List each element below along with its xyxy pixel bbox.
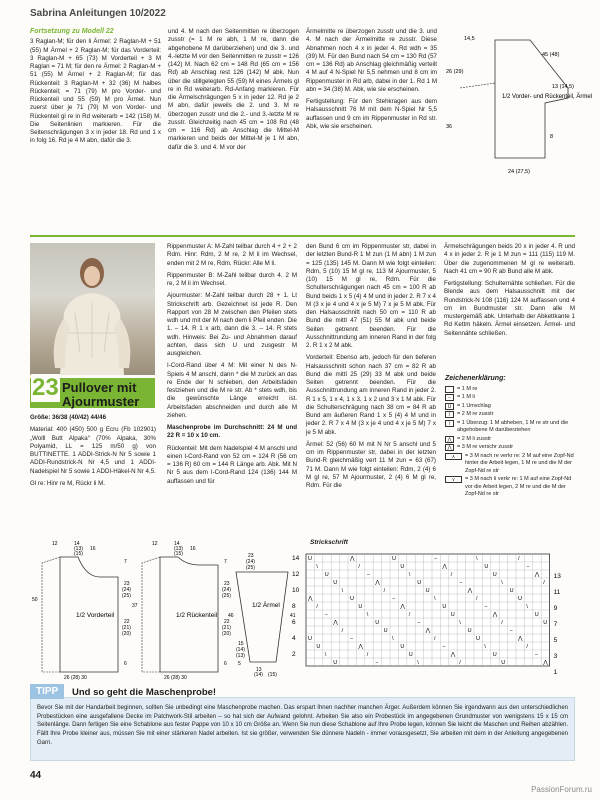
top-text-1: 3 Raglan-M; für den li Ärmel: 2 Raglan-M + 51 (55) M Ärmel + 2 Raglan-M; für das Vorderteil: 3 Raglan-M + 65 (73) M Vorderteil + 3 M Raglan = 71 M; für den re Ärmel: 2 Raglan-M + 51 (55) M Ärmel + 2 Raglan-M; für das Rückenteil: 3 Raglan-M + 32 (36) M halbes Rückenteil; = 71 (79) M pro Vorder- und Rückenteil und 55 (59) M pro Ärmel. Nun zuerst über je 71 (79) M von Vorder- und Rückenteil gl re in Rd weiterarb = 142 (158) M. Die Seitenlinien markieren. Für die Seitenschrägungen 3 x in jeder 18. Rd und 1 x in folg 16. Rd je 4 M abn, dafür die 3. bbox=[30, 38, 161, 145]
front-d2: 14 bbox=[74, 541, 80, 547]
sleeve-d5: 41 bbox=[290, 613, 296, 619]
row-number-left: 12 bbox=[292, 571, 300, 578]
stitch-symbol: U bbox=[450, 612, 455, 618]
legend-text: = 3 M nach re verkr re: 2 M auf eine Zopf-Nd hinter die Arbeit legen, 1 M re und die M der Zopf-Nd re str bbox=[465, 452, 574, 474]
stitch-symbol: / bbox=[459, 660, 461, 666]
stitch-symbol: / bbox=[526, 644, 528, 650]
back-d6: 7 bbox=[224, 559, 227, 565]
schemas bbox=[30, 537, 300, 679]
knitting-chart bbox=[290, 546, 580, 676]
mid-column-3 bbox=[306, 243, 436, 494]
legend-symbol: \ bbox=[445, 420, 454, 427]
front-d5: 16 bbox=[90, 546, 96, 552]
sleeve-d9: 5 bbox=[238, 661, 241, 667]
stitch-symbol: / bbox=[358, 564, 360, 570]
stitch-symbol: ⋀ bbox=[358, 644, 363, 650]
mid-col2-p2: Rippenmuster B: M-Zahl teilbar durch 4. 2 M re, 2 M li im Wechsel. bbox=[167, 271, 297, 287]
stitch-symbol: / bbox=[450, 572, 453, 578]
stitch-symbol: / bbox=[316, 604, 318, 610]
sleeve-label: 1/2 Ärmel bbox=[252, 602, 280, 609]
front-d11: 22 bbox=[124, 619, 130, 625]
sleeve-d8: (13) bbox=[236, 653, 245, 659]
row-number-left: 8 bbox=[292, 603, 296, 610]
top-schema bbox=[440, 28, 593, 178]
row-number-right: 1 bbox=[553, 669, 558, 676]
sleeve-d3: (25) bbox=[246, 565, 255, 571]
top-text-3: Ärmelmitte re überzogen zusstr und die 3. und 4. M nach der Ärmelmitte re zusstr. Diese Abnahmen noch 4 x in jeder 4. Rd wdh = 35 (39) M. Für den Bund nach 54 cm = 130 Rd (57 cm = 136 Rd) ab Anschlag gleichmäßig verteilt 4 M auf 4 N-Spiel Nr 5,5 nehmen und 8 cm im Rippenmuster in Rd arb, dabei in der 1. Rd 1 M abn = 34 (38) M. Abk, wie sie erscheinen. bbox=[306, 28, 437, 93]
stitch-symbol: U bbox=[425, 588, 430, 594]
front-d3: (13) bbox=[74, 546, 83, 552]
stitch-symbol: U bbox=[442, 604, 447, 610]
stitch-symbol: U bbox=[509, 588, 514, 594]
sleeve-d12: (15) bbox=[268, 672, 277, 678]
front-d6: 50 bbox=[32, 597, 38, 603]
stitch-symbol: \ bbox=[316, 564, 318, 570]
back-d3: (13) bbox=[174, 546, 183, 552]
mid-col3-p1: den Bund 6 cm im Rippenmuster str, dabei in der letzten Bund-R 1 M zun (1 M abn) 1 M zun = 125 (135) 145 M. Dann M wie folgt einteilen: Rdm, 5 (10) 15 M gl re, 113 M Ajourmuster, 5 (10) 15 M gl re, Rdm. Für die Schulterschrägungen nach 45 cm = 100 R ab Bund beids 1 x 5 (4) 4 M und in jeder 2. R 7 x 4 M (3 x je 4 und 4 x je 5 M) 7 x je 5 M abk. Für den Halsausschnitt nach 50 cm = 110 R ab Bund die mittl 47 (51) 55 M abk und beide Seiten getrennt beenden. Für die Ausschnittrundung am inneren Rand in der folg 2. R 1 x 2 M abk. bbox=[306, 243, 436, 349]
stitch-symbol: − bbox=[324, 612, 329, 618]
section-divider bbox=[30, 235, 575, 237]
schema-back bbox=[132, 541, 231, 681]
tipp-heading: Und so geht die Maschenprobe! bbox=[72, 687, 217, 698]
stitch-symbol: − bbox=[375, 660, 379, 666]
row-number-right: 9 bbox=[553, 605, 558, 612]
legend-symbol bbox=[445, 386, 454, 393]
front-d1: 12 bbox=[52, 541, 58, 547]
stitch-symbol: ⋀ bbox=[492, 612, 498, 618]
stitch-symbol: U bbox=[316, 644, 321, 650]
stitch-symbol: ⋀ bbox=[467, 588, 473, 594]
stitch-symbol: \ bbox=[501, 580, 503, 586]
stitch-symbol: ⋀ bbox=[518, 636, 523, 642]
row-number-left: 10 bbox=[292, 587, 300, 594]
stitch-symbol: U bbox=[333, 660, 338, 666]
dim-e: 13 (14,5) bbox=[552, 84, 575, 90]
sleeve-d11: (14) bbox=[254, 672, 263, 678]
back-d7: 37 bbox=[132, 603, 138, 609]
stitch-symbol: U bbox=[492, 572, 497, 578]
stitch-symbol: \ bbox=[341, 588, 344, 594]
mid-col2-p1: Rippenmuster A: M-Zahl teilbar durch 4 + 2 + 2 Rdm. Hinr: Rdm, 2 M re, 2 M li im Wechsel, enden mit 2 M re, Rdm. Rückr: Alle M li. bbox=[167, 243, 297, 267]
stitch-symbol: U bbox=[350, 596, 354, 602]
front-d8: 23 bbox=[124, 581, 130, 587]
stitch-symbol: \ bbox=[459, 620, 461, 626]
back-d5: 16 bbox=[190, 546, 196, 552]
mid-col2-p5: Maschenprobe im Durchschnitt: 24 M und 22 R = 10 x 10 cm. bbox=[167, 424, 297, 440]
stitch-symbol: ⋀ bbox=[375, 580, 380, 586]
stitch-symbol: − bbox=[526, 564, 530, 570]
stitch-symbol: \ bbox=[392, 636, 394, 642]
stitch-symbol: / bbox=[383, 588, 386, 594]
row-number-right: 3 bbox=[553, 653, 558, 660]
stitch-symbol: U bbox=[534, 612, 539, 618]
top-column-1 bbox=[30, 28, 161, 150]
stitch-symbol: / bbox=[408, 612, 411, 618]
model-photo bbox=[30, 243, 155, 375]
stitch-symbol: U bbox=[392, 556, 396, 562]
stitch-symbol: ⋀ bbox=[450, 652, 456, 658]
back-d10: (25) bbox=[222, 593, 231, 599]
back-d14: 6 bbox=[224, 661, 227, 667]
stitch-symbol: / bbox=[366, 652, 369, 658]
watermark: PassionForum.ru bbox=[531, 785, 592, 794]
stitch-symbol: U bbox=[492, 652, 497, 658]
model-number: 23 bbox=[32, 374, 59, 401]
stitch-symbol: − bbox=[459, 580, 463, 586]
legend-symbol: / bbox=[445, 411, 454, 418]
back-label: 1/2 Rückenteil bbox=[176, 612, 218, 619]
legend-symbol: ⋏ bbox=[445, 453, 462, 460]
top-text-3b: Fertigstellung: Für den Stehkragen aus dem Halsausschnitt 76 M mit dem N-Spiel Nr 5,5 auffassen und 9 cm im Rippenmuster in Rd str. Abk, wie sie erscheinen. bbox=[306, 98, 437, 130]
legend bbox=[445, 375, 575, 500]
stitch-symbol: − bbox=[442, 644, 446, 650]
stitch-symbol: / bbox=[501, 620, 503, 626]
stitch-symbol: U bbox=[476, 636, 480, 642]
row-number-right: 13 bbox=[553, 573, 561, 580]
stitch-symbol: / bbox=[518, 556, 520, 562]
top-column-2 bbox=[168, 28, 299, 156]
stitch-symbol: / bbox=[543, 580, 545, 586]
mid-col3-p3: Ärmel: 52 (56) 60 M mit N Nr 5 anschl und 5 cm im Rippenmuster str, dabei in der letzten Bund-R gleichmäßig vert 11 M zun = 63 (67) 71 M. Dann M wie folgt einteilen: Rdm, 2 (4) 6 M gl re, 57 M Ajourmuster, 2 (4) 6 M gl re, Rdm. Für die bbox=[306, 440, 436, 489]
row-number-left: 4 bbox=[292, 635, 296, 642]
model-title bbox=[62, 381, 139, 409]
stitch-symbol: \ bbox=[366, 612, 369, 618]
stitch-symbol: \ bbox=[476, 556, 478, 562]
dim-c: 26 (29) bbox=[446, 69, 464, 75]
stitch-symbol: − bbox=[484, 604, 488, 610]
mid-col3-p2: Vorderteil: Ebenso arb, jedoch für den tieferen Halsausschnitt schon nach 37 cm = 82 R ab Bund die mittl 25 (29) 33 M abk und beide Seiten getrennt beenden. Für die Ausschnittrundung am inneren Rand in jeder 2. R 1 x 5, 1 x 4, 1 x 3, 1 x 2 und 3 x 1 M abk. Für die Schulterschrägung nach 38 cm = 84 R ab Bund am äußeren Rand 1 x 5 (4) 4 M und in jeder 2. R 7 x 4 M (3 x je 4 und 4 x je 5 M) 7 x je 5 M abk. bbox=[306, 354, 436, 436]
stitch-symbol: U bbox=[358, 604, 363, 610]
legend-text: = 2 M li zusstr bbox=[457, 435, 492, 442]
dim-g: 8 bbox=[550, 134, 554, 140]
front-d4: (15) bbox=[74, 551, 83, 557]
top-column-3 bbox=[306, 28, 437, 135]
back-d4: (15) bbox=[174, 551, 183, 557]
stitch-symbol: ⋀ bbox=[534, 572, 540, 578]
front-d10: (25) bbox=[122, 593, 131, 599]
legend-symbol: ⋀ bbox=[445, 444, 454, 451]
stitch-symbol: U bbox=[375, 620, 380, 626]
legend-row bbox=[445, 394, 575, 402]
legend-text: = 1 Umschlag bbox=[457, 402, 491, 409]
dim-d: 36 bbox=[446, 124, 453, 130]
front-d14: 6 bbox=[124, 661, 127, 667]
back-d12: (21) bbox=[222, 625, 231, 631]
mid-col2-p6: Rückenteil: Mit dem Nadelspiel 4 M anschl und einen I-Cord-Rand von 52 cm = 124 R (56 cm = 136 R) 60 cm = 144 R Länge arb. Abk. Mit N Nr 5 aus dem I-Cord-Rand 124 (136) 144 M auffassen und für bbox=[167, 444, 297, 485]
stitch-symbol: ⋀ bbox=[308, 596, 313, 602]
legend-text: = 1 M li bbox=[457, 394, 475, 400]
back-d13: (20) bbox=[222, 631, 231, 637]
front-d15: 26 (28) 30 bbox=[64, 675, 87, 681]
front-label: 1/2 Vorderteil bbox=[76, 612, 115, 619]
stitch-symbol: ⋀ bbox=[425, 628, 431, 634]
stitch-symbol: − bbox=[434, 556, 438, 562]
model-specs bbox=[30, 414, 156, 492]
mid-col2-p3: Ajourmuster: M-Zahl teilbar durch 28 + 1. Lt Strickschrift arb. Gezeichnet ist jede R. Den Rapport von 28 M zwischen den Pfeilen stets wdh und mit der M nach dem li Pfeil enden. Die 1. – 14. R 1 x arb, dann die 3. – 14. R stets wdh. Hinweis: Bei Zu- und Abnahmen darauf achten, dass sich U und zusgestr M ausgleichen. bbox=[167, 292, 297, 357]
legend-row bbox=[445, 403, 575, 411]
stitch-symbol: − bbox=[509, 628, 513, 634]
dim-f: 24 (27,5) bbox=[508, 169, 531, 175]
row-number-left: 14 bbox=[292, 555, 300, 562]
legend-text: = 2 M re zusstr bbox=[457, 411, 494, 417]
stitch-symbol: U bbox=[408, 652, 413, 658]
stitch-symbol: U bbox=[333, 580, 338, 586]
top-schema-label: 1/2 Vorder- und Rückenteil, Ärmel bbox=[502, 94, 593, 100]
stitch-symbol: ⋀ bbox=[333, 620, 338, 626]
schema-front bbox=[32, 541, 131, 681]
stitch-symbol: \ bbox=[417, 660, 419, 666]
stitch-symbol: \ bbox=[434, 596, 436, 602]
back-d2: 14 bbox=[174, 541, 180, 547]
legend-symbol: U bbox=[445, 403, 454, 410]
continuation-label: Fortsetzung zu Modell 22 bbox=[30, 28, 114, 35]
sleeve-d6: 15 bbox=[238, 641, 244, 647]
legend-row bbox=[445, 476, 575, 499]
legend-text: = 1 M re bbox=[457, 385, 478, 392]
stitch-symbol: U bbox=[324, 572, 329, 578]
front-d13: (20) bbox=[122, 631, 131, 637]
legend-text: = 3 M nach li verkr re: 1 M auf eine Zopf-Nd vor die Arbeit legen, 2 M re und die M der Zopf-Nd re str bbox=[465, 476, 572, 497]
back-d11: 22 bbox=[224, 619, 230, 625]
stitch-symbol: − bbox=[392, 596, 396, 602]
back-d15: 26 (28) 30 bbox=[164, 675, 187, 681]
stitch-symbol: U bbox=[518, 596, 522, 602]
magazine-header: Sabrina Anleitungen 10/2022 bbox=[30, 8, 166, 19]
page-number: 44 bbox=[30, 770, 42, 781]
legend-row bbox=[445, 444, 575, 452]
legend-symbol: ⋀ bbox=[445, 436, 454, 443]
back-d1: 12 bbox=[152, 541, 158, 547]
model-title-line1: Pullover mit bbox=[62, 380, 137, 395]
stitch-symbol: − bbox=[534, 652, 539, 658]
front-d9: (24) bbox=[122, 587, 131, 593]
stitch-symbol: U bbox=[417, 580, 422, 586]
back-d8: 23 bbox=[224, 581, 230, 587]
legend-row bbox=[445, 411, 575, 419]
row-number-left: 6 bbox=[292, 619, 296, 626]
stitch-symbol: − bbox=[366, 572, 371, 578]
stitch-symbol: ⋀ bbox=[442, 564, 447, 570]
tipp-text: Bevor Sie mit der Handarbeit beginnen, sollten Sie unbedingt eine Maschenprobe machen. Das erspart Ihnen nachher manchen Ärger. Außerdem können Sie irgendwann aus den unterschiedlichen Probestücken eine ausgefallene Decke im Patchwork-Stil arbeiten – so hat sich der Aufwand gelohnt. Arbeiten Sie also ein Probestück im angegebenen Grundmuster von wenigstens 15 x 15 cm Seitenlänge. Dann fertigen Sie eine Schablone aus fester Pappe von 10 x 10 cm Größe an. Wenn Sie nun diese Schablone auf Ihre Probe legen, können Sie leicht die Maschen und Reihen abzählen. Fällt Ihre Probe kleiner aus, müssen Sie mit einer stärkeren Nadel arbeiten. Ist sie größer, verwenden Sie dünnere Nadeln - immer vorausgesetzt, Sie arbeiten mit dem in der Anleitung angegebenen Garn. bbox=[37, 705, 568, 746]
material: Material: 400 (450) 500 g Ecru (Fb 102901) „Wolll Butt Alpaka“ (70% Alpaka, 30% Polyamid, LL = 125 m/50 g) von BUTTINETTE. 1 ADDI-Strick-N Nr 5 sowie 1 ADDI-Rundstrick-N Nr 4,5 und 1 ADDI-Nadelspiel Nr 5 sowie 1 ADDI-Häkel-N Nr 4,5. bbox=[30, 426, 156, 475]
stitch-symbol: / bbox=[341, 628, 344, 634]
stitch-symbol: U bbox=[543, 620, 548, 626]
mid-col4-p1: Ärmelschrägungen beids 20 x in jeder 4. R und 4 x in jeder 2. R je 1 M zun = 111 (115) 119 M. Über die zugenommenen M gl re weiterarb. Nach 41 cm = 90 R ab Bund alle M abk. bbox=[444, 243, 575, 275]
legend-text: = 1 Überzug: 1 M abheben, 1 M re str und die abgehobene M darüberziehen bbox=[457, 419, 569, 433]
legend-row bbox=[445, 453, 575, 476]
legend-row bbox=[445, 436, 575, 444]
stitch-symbol: \ bbox=[526, 604, 528, 610]
legend-title: Zeichenerklärung: bbox=[445, 375, 506, 382]
row-number-right: 5 bbox=[553, 637, 558, 644]
stitch-symbol: \ bbox=[324, 652, 327, 658]
stitch-symbol: U bbox=[484, 564, 489, 570]
stitch-symbol: / bbox=[476, 596, 478, 602]
legend-row bbox=[445, 386, 575, 394]
sleeve-d4: 46 bbox=[228, 613, 234, 619]
legend-symbol: − bbox=[445, 394, 454, 401]
back-d9: (24) bbox=[222, 587, 231, 593]
sleeve-d1: 23 bbox=[248, 553, 254, 559]
stitch-symbol: ⋀ bbox=[543, 660, 548, 666]
legend-text: = 3 M re verschr zusstr bbox=[457, 444, 514, 450]
front-d12: (21) bbox=[122, 625, 131, 631]
stitch-symbol: U bbox=[400, 644, 405, 650]
dim-a: 14,5 bbox=[464, 36, 475, 42]
sleeve-d2: (24) bbox=[246, 559, 255, 565]
legend-symbol: ⋎ bbox=[445, 476, 462, 483]
mid-col4-p2: Fertigstellung: Schulternähte schließen. Für die Blende aus dem Halsausschnitt mit der Rundstrick-N 108 (116) 124 M auffassen und 4 cm im Bundmuster str. Dann alle M mustergemäß abk. Unterhalb der Abkettkante 1 Rd Kettm häkeln. Ärmel einsetzen. Ärmel- und Seitennähte schließen. bbox=[444, 280, 575, 337]
chart-label: Strickschrift bbox=[310, 539, 348, 546]
sizes: Größe: 36/38 (40/42) 44/46 bbox=[30, 414, 107, 421]
legend-row bbox=[445, 420, 575, 435]
mid-column-4 bbox=[444, 243, 575, 342]
tipp-badge: TIPP bbox=[30, 684, 64, 699]
mid-col2-p4: I-Cord-Rand über 4 M: Mit einer N des N-Spiels 4 M anschl, dann * die M zurück an das re Ende der N schieben, den Arbeitsfaden festziehen und die M re str. Ab * stets wdh, bis die gewünschte Länge erreicht ist. Arbeitsfaden abschneiden und durch alle M ziehen. bbox=[167, 362, 297, 419]
stitch-symbol: − bbox=[350, 636, 354, 642]
schema-sleeve bbox=[228, 553, 296, 678]
stitch-symbol: \ bbox=[408, 572, 411, 578]
model-title-line2: Ajourmuster bbox=[62, 394, 140, 409]
stitch-symbol: U bbox=[383, 628, 388, 634]
stitch-symbol: \ bbox=[484, 644, 486, 650]
stitch-symbol: / bbox=[434, 636, 436, 642]
stitch-symbol: − bbox=[417, 620, 421, 626]
row-number-right: 7 bbox=[553, 621, 558, 628]
front-d7: 7 bbox=[124, 559, 127, 565]
sleeve-d7: (14) bbox=[236, 647, 245, 653]
stitch-symbol: U bbox=[467, 628, 472, 634]
row-number-left: 2 bbox=[292, 651, 296, 658]
stitch-symbol: U bbox=[308, 556, 312, 562]
dim-b: 45 (48) bbox=[542, 52, 560, 58]
stitch-symbol: U bbox=[308, 636, 312, 642]
stitch-symbol: U bbox=[501, 660, 506, 666]
row-number-right: 11 bbox=[553, 589, 561, 596]
top-text-2: und 4. M nach den Seitenmitten re überzogen zusstr (= 1 M re abh, 1 M re, dann die abgehobene M darüberziehen) und die 3. und 4.-letzte M vor den Seitenmitten re zusstr = 126 (142) M. Nach 62 cm = 148 Rd (65 cm = 156 Rd) ab Anschlag rest 126 (142) M abk. Nun über die stillgelegten 55 (59) M eines Ärmels gl re in Rd weiterarb. Rd-Anfang markieren. Für die Ärmelschrägungen 5 x in jeder 12. Rd je 2 M abn, dafür jeweils die 2. und 3. M re überzogen zusstr und die 2.- und 3.-letzte M re zusstr. Gleichzeitig nach 45 cm = 108 Rd (48 cm = 116 Rd) ab Anschlag die Mittel-M markieren und beids der Mittel-M je 1 M abn, dafür die 3. und 4. M vor der bbox=[168, 28, 299, 151]
mid-column-2 bbox=[167, 243, 297, 490]
gl-re: Gl re: Hinr re M, Rückr li M. bbox=[30, 479, 105, 487]
stitch-symbol: ⋀ bbox=[400, 604, 405, 610]
sleeve-d10: 13 bbox=[256, 667, 262, 673]
stitch-symbol: U bbox=[400, 564, 405, 570]
stitch-symbol: ⋀ bbox=[350, 556, 355, 562]
